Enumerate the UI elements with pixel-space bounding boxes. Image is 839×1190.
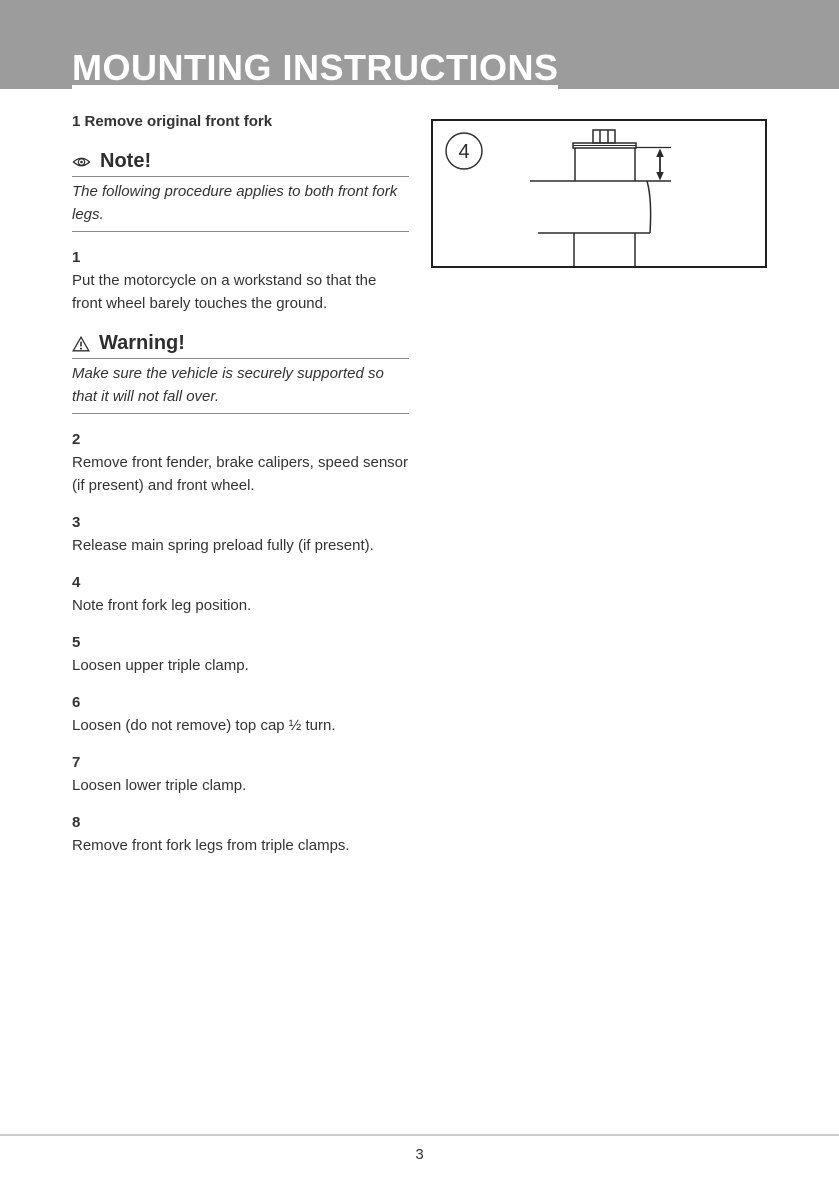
instruction-step (72, 511, 409, 557)
step-number: 5 (72, 634, 81, 651)
instruction-step (72, 428, 409, 497)
note-heading (72, 150, 409, 177)
front-fork-diagram (433, 121, 765, 266)
instruction-step (72, 571, 409, 617)
step-number: 6 (72, 694, 81, 711)
note-block (72, 150, 409, 232)
step-number: 8 (72, 814, 81, 831)
fork-tube-top (575, 148, 635, 181)
instruction-column (72, 110, 409, 857)
step-number: 1 (72, 249, 81, 266)
warning-heading (72, 332, 409, 359)
step-text: Release main spring preload fully (if present). (72, 537, 374, 554)
step-text: Loosen (do not remove) top cap ½ turn. (72, 717, 336, 734)
figure-callout: 4 (458, 141, 470, 163)
instruction-step (72, 751, 409, 797)
step-text: Loosen upper triple clamp. (72, 657, 249, 674)
step-number: 3 (72, 514, 81, 531)
page-title: MOUNTING INSTRUCTIONS (72, 46, 559, 88)
step-text: Remove front fork legs from triple clamps. (72, 837, 350, 854)
page-number: 3 (415, 1146, 424, 1163)
step-number: 7 (72, 754, 81, 771)
note-label: Note! (100, 150, 152, 172)
step-text: Put the motorcycle on a workstand so that the front wheel barely touches the ground. (72, 272, 377, 312)
warning-label: Warning! (99, 332, 185, 354)
step-number: 2 (72, 431, 81, 448)
instruction-step (72, 631, 409, 677)
instruction-step (72, 811, 409, 857)
step-text: Note front fork leg position. (72, 597, 252, 614)
footer-divider (0, 1134, 839, 1136)
warning-text: Make sure the vehicle is securely supported so that it will not fall over. (72, 359, 409, 414)
section-heading: 1 Remove original front fork (72, 113, 273, 130)
triple-clamp-right-edge (647, 181, 651, 233)
note-text: The following procedure applies to both front fork legs. (72, 177, 409, 232)
step-text: Remove front fender, brake calipers, speed sensor (if present) and front wheel. (72, 454, 409, 494)
warning-block (72, 332, 409, 414)
figure-box (431, 119, 767, 268)
eye-icon (72, 156, 91, 168)
instruction-step (72, 691, 409, 737)
fork-tube-bottom (574, 233, 635, 266)
step-number: 4 (72, 574, 81, 591)
step-text: Loosen lower triple clamp. (72, 777, 247, 794)
header-band (0, 0, 839, 89)
warning-triangle-icon (72, 336, 90, 352)
top-cap-bolt (593, 130, 615, 143)
instruction-step (72, 246, 409, 315)
